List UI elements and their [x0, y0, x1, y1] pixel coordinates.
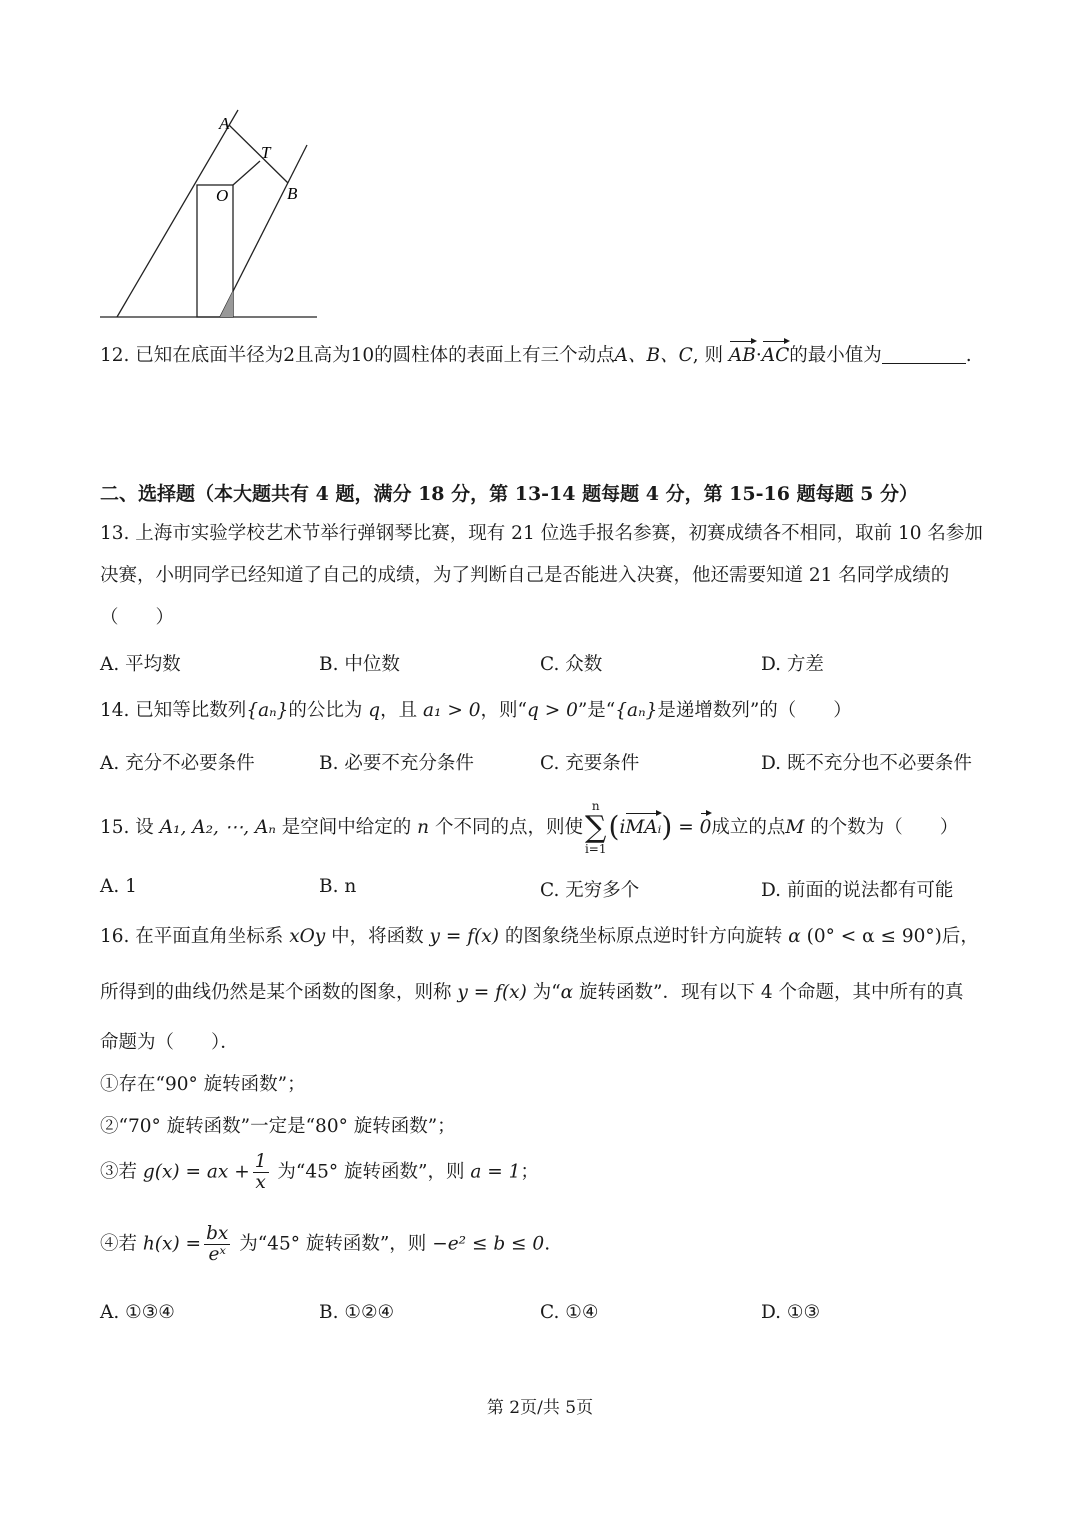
q13-option-b[interactable]: B. 中位数: [319, 654, 400, 675]
fraction-one-over-x: $\frac{1}{x}$: [254, 1151, 267, 1193]
vector-ac: AC: [761, 345, 790, 366]
statement-2: ②“70° 旋转函数”一定是“80° 旋转函数”；: [100, 1116, 456, 1137]
label-o: O: [216, 186, 229, 205]
q15-option-b[interactable]: B. n: [319, 876, 357, 897]
label-b: B: [287, 184, 298, 203]
question-14: 14. 已知等比数列{aₙ}的公比为 q，且 a₁ > 0，则“q > 0”是“{aₙ}是递增数列”的（ ）: [100, 700, 852, 721]
statement-1: ①存在“90° 旋转函数”；: [100, 1074, 306, 1095]
question-15: 15. 设 A₁, A₂, ⋯, Aₙ 是空间中给定的 n 个不同的点，则使n ∑ i=1(iMAᵢ) = 0成立的点M 的个数为（ ）: [100, 799, 959, 856]
segment-a-b: [229, 125, 288, 183]
summation-symbol: n ∑ i=1: [584, 799, 607, 856]
question-16-line2: 所得到的曲线仍然是某个函数的图象，则称 y = f(x) 为“α 旋转函数”．现有以下 4 个命题，其中所有的真: [100, 982, 964, 1003]
q13-option-c[interactable]: C. 众数: [540, 654, 603, 675]
page-number: 第 2页/共 5页: [486, 1398, 594, 1418]
q15-option-a[interactable]: A. 1: [100, 876, 137, 897]
q14-option-b[interactable]: B. 必要不充分条件: [319, 753, 474, 774]
vector-ab: AB: [728, 345, 756, 366]
q14-option-a[interactable]: A. 充分不必要条件: [100, 753, 255, 774]
question-13-paren: （ ）: [100, 607, 175, 628]
section-heading: 二、选择题（本大题共有 4 题，满分 18 分，第 13-14 题每题 4 分，第 15-16 题每题 5 分）: [100, 483, 919, 505]
question-16-line1: 16. 在平面直角坐标系 xOy 中，将函数 y = f(x) 的图象绕坐标原点逆时针方向旋转 α (0° < α ≤ 90°)后，: [100, 926, 979, 947]
q14-option-c[interactable]: C. 充要条件: [540, 753, 640, 774]
geometry-figure: [95, 105, 325, 325]
q13-option-a[interactable]: A. 平均数: [100, 654, 181, 675]
q16-option-a[interactable]: A. ①③④: [100, 1302, 175, 1323]
shadow-region: [220, 291, 233, 317]
q15-option-c[interactable]: C. 无穷多个: [540, 880, 640, 901]
question-12: 12. 已知在底面半径为2且高为10的圆柱体的表面上有三个动点A、B、C, 则 AB·AC的最小值为 .: [100, 345, 972, 366]
zero-vector: 0: [699, 817, 712, 838]
q13-option-d[interactable]: D. 方差: [761, 654, 824, 675]
label-a: A: [219, 114, 230, 133]
question-13-line2: 决赛，小明同学已经知道了自己的成绩，为了判断自己是否能进入决赛，他还需要知道 21 名同学成绩的: [100, 565, 950, 586]
fraction-bx-over-ex: $\frac{bx}{\text{eˣ}}$: [206, 1223, 229, 1265]
statement-3: ③若 g(x) = ax + $\frac{1}{x}$ 为“45° 旋转函数”，则 a = 1；: [100, 1151, 539, 1193]
q15-option-d[interactable]: D. 前面的说法都有可能: [761, 880, 954, 901]
vector-mai: MAᵢ: [625, 817, 662, 838]
statement-4: ④若 h(x) = $\frac{bx}{\text{eˣ}}$ 为“45° 旋转函数”，则 −e² ≤ b ≤ 0.: [100, 1223, 551, 1265]
label-t: T: [261, 143, 271, 162]
answer-blank[interactable]: [882, 363, 966, 364]
q16-option-c[interactable]: C. ①④: [540, 1302, 599, 1323]
q16-option-d[interactable]: D. ①③: [761, 1302, 821, 1323]
question-16-line3: 命题为（ ）．: [100, 1032, 239, 1053]
q16-option-b[interactable]: B. ①②④: [319, 1302, 395, 1323]
segment-o-t: [233, 161, 260, 185]
q14-option-d[interactable]: D. 既不充分也不必要条件: [761, 753, 972, 774]
left-slant-line: [117, 110, 238, 317]
question-13-line1: 13. 上海市实验学校艺术节举行弹钢琴比赛，现有 21 位选手报名参赛，初赛成绩各不相同，取前 10 名参加: [100, 523, 983, 544]
